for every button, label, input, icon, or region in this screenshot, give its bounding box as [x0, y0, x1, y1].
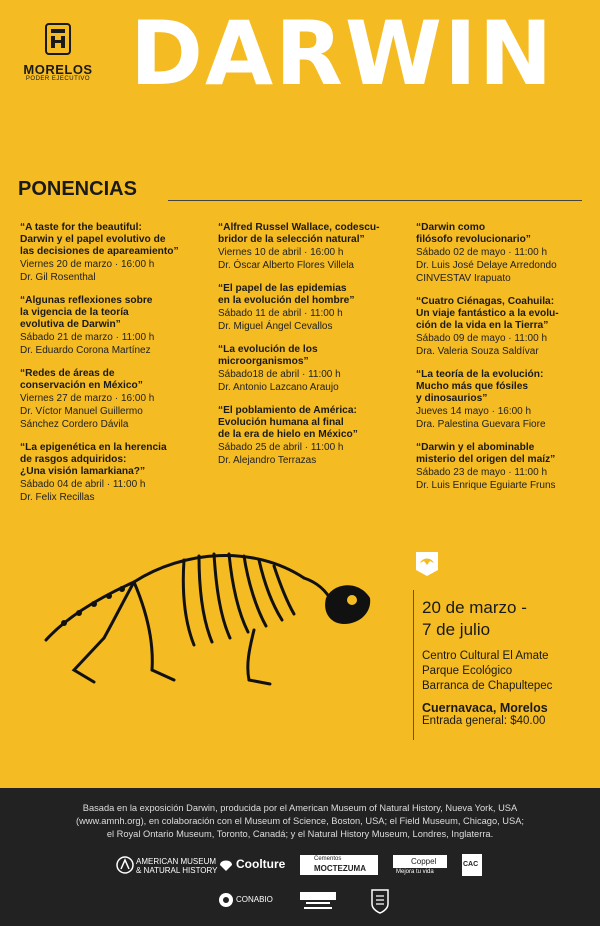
footer	[0, 788, 600, 926]
coppel-logo-box	[393, 855, 447, 868]
talks-column-3	[416, 222, 596, 503]
talk-date: Viernes 20 de marzo · 16:00 h	[20, 259, 155, 270]
talk-item	[218, 222, 410, 272]
talk-title: “La evolución de los microorganismos”	[218, 344, 318, 367]
sponsor-coolture: Coolture	[236, 857, 286, 871]
talk-speaker: Dr. Óscar Alberto Flores Villela	[218, 260, 354, 271]
cuernavaca-university-logo-icon	[296, 890, 340, 914]
talk-item	[218, 405, 410, 467]
talk-speaker: Dr. Luis José Delaye Arredondo CINVESTAV Irapuato	[416, 260, 557, 284]
location-pin-icon	[415, 551, 439, 577]
cac-logo-box	[462, 854, 482, 876]
sponsor-row-2	[0, 888, 600, 918]
talk-speaker: Dra. Palestina Guevara Fiore	[416, 419, 546, 430]
unam-logo-icon	[370, 888, 390, 914]
glyptodon-skeleton-illustration	[34, 520, 374, 690]
talk-speaker: Dr. Antonio Lazcano Araujo	[218, 382, 339, 393]
talk-speaker: Dr. Alejandro Terrazas	[218, 455, 317, 466]
talk-item	[416, 369, 596, 431]
event-dates: 20 de marzo - 7 de julio	[422, 598, 527, 639]
talk-title: “Alfred Russel Wallace, codescu- bridor de la selección natural”	[218, 222, 380, 245]
talk-date: Viernes 10 de abril · 16:00 h	[218, 247, 344, 258]
talk-speaker: Dr. Miguel Ángel Cevallos	[218, 321, 333, 332]
talk-date: Sábado 09 de mayo · 11:00 h	[416, 333, 548, 344]
talk-date: Sábado 02 de mayo · 11:00 h	[416, 247, 548, 258]
talk-title: “El papel de las epidemias en la evolución del hombre”	[218, 283, 355, 306]
amnh-logo-icon	[116, 856, 134, 874]
coolture-logo-icon	[218, 857, 234, 873]
cementos-logo-box	[300, 855, 378, 875]
talk-date: Sábado18 de abril · 11:00 h	[218, 369, 341, 380]
event-entry-price: Entrada general: $40.00	[422, 715, 546, 727]
talk-item	[20, 368, 210, 431]
talk-title: “El poblamiento de América: Evolución humana al final de la era de hielo en México”	[218, 405, 358, 440]
morelos-logo	[12, 22, 104, 82]
talk-item	[218, 283, 410, 333]
talk-date: Sábado 23 de mayo · 11:00 h	[416, 467, 548, 478]
talk-item	[20, 222, 210, 284]
talk-date: Sábado 25 de abril · 11:00 h	[218, 442, 344, 453]
talk-speaker: Dra. Valeria Souza Saldívar	[416, 346, 539, 357]
event-info	[422, 597, 597, 727]
logo-name: MORELOS	[23, 62, 93, 77]
talk-item	[218, 344, 410, 394]
footer-credit: Basada en la exposición Darwin, producida por el American Museum of Natural History, Nueva York, USA (www.amnh.org), en colaboración con el Museum of Science, Boston, USA; el Field Museum, Chicago, USA; el Royal Ontario Museum, Toronto, Canadá; y el Natural History Museum, Londres, Inglaterra.	[75, 803, 524, 839]
sponsor-cac: CAC	[463, 861, 479, 868]
talk-speaker: Dr. Felix Recillas	[20, 492, 95, 503]
talk-speaker: Dr. Víctor Manuel Guillermo Sánchez Cordero Dávila	[20, 406, 143, 430]
sponsor-cementos: MOCTEZUMA	[314, 864, 366, 873]
talk-title: “Darwin y el abominable misterio del origen del maíz”	[416, 442, 556, 465]
talk-title: “Algunas reflexiones sobre la vigencia de la teoría evolutiva de Darwin”	[20, 295, 153, 330]
talks-column-2	[218, 222, 410, 478]
section-title: PONENCIAS	[18, 178, 137, 200]
talk-date: Sábado 11 de abril · 11:00 h	[218, 308, 343, 319]
morelos-crest-icon	[43, 22, 73, 56]
talk-title: “Redes de áreas de conservación en México”	[20, 368, 143, 391]
talk-item	[416, 222, 596, 285]
sponsor-coppel-tagline: Mejora tu vida	[396, 869, 434, 875]
talk-title: “A taste for the beautiful: Darwin y el papel evolutivo de las decisiones de apareamiento”	[20, 222, 179, 257]
sponsor-amnh: AMERICAN MUSEUM & NATURAL HISTORY	[136, 857, 218, 875]
talk-date: Jueves 14 mayo · 16:00 h	[416, 406, 532, 417]
event-venue: Centro Cultural El Amate Parque Ecológico Barranca de Chapultepec	[422, 650, 553, 692]
logo-subtitle: PODER EJECUTIVO	[25, 76, 91, 82]
sponsor-coppel: Coppel	[411, 857, 437, 866]
talk-title: “La teoría de la evolución: Mucho más que fósiles y dinosaurios”	[416, 369, 544, 404]
talk-date: Viernes 27 de marzo · 16:00 h	[20, 393, 155, 404]
event-city: Cuernavaca, Morelos	[422, 701, 548, 715]
sponsor-conabio: CONABIO	[236, 895, 273, 904]
sponsor-cementos-label: Cementos	[314, 856, 342, 862]
talk-item	[20, 442, 210, 504]
talk-title: “Cuatro Ciénagas, Coahuila: Un viaje fantástico a la evolu- ción de la vida en la Tierra”	[416, 296, 559, 331]
talk-speaker: Dr. Eduardo Corona Martínez	[20, 345, 151, 356]
talk-date: Sábado 21 de marzo · 11:00 h	[20, 332, 155, 343]
sponsor-row-1	[0, 854, 600, 884]
talk-speaker: Dr. Gil Rosenthal	[20, 272, 96, 283]
conabio-logo-icon	[218, 892, 234, 908]
talk-title: “La epigenética en la herencia de rasgos adquiridos: ¿Una visión lamarkiana?”	[20, 442, 167, 477]
info-divider	[413, 590, 414, 740]
talk-title: “Darwin como filósofo revolucionario”	[416, 222, 531, 245]
talk-speaker: Dr. Luis Enrique Eguiarte Fruns	[416, 480, 556, 491]
talk-item	[20, 295, 210, 357]
section-divider	[168, 200, 582, 201]
talk-item	[416, 442, 596, 492]
talk-date: Sábado 04 de abril · 11:00 h	[20, 479, 146, 490]
talk-item	[416, 296, 596, 358]
talks-column-1	[20, 222, 210, 515]
poster-title: DARWIN	[130, 2, 555, 105]
